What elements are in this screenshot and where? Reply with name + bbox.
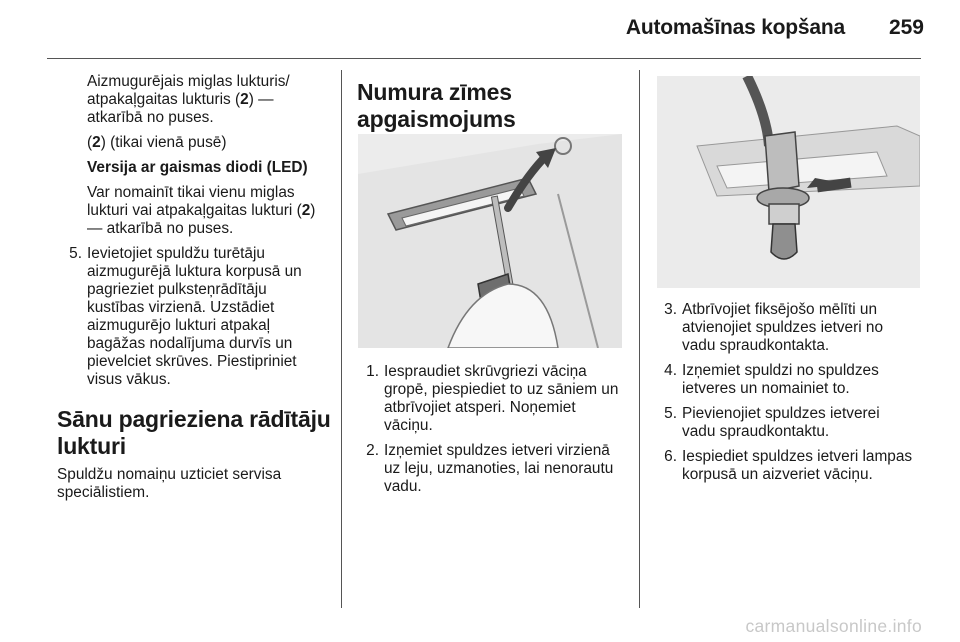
list-number: 6.: [664, 448, 677, 465]
paragraph-fog-light: Aizmugurējais miglas lukturis/ atpakaļgaitas lukturis (2) — atkarībā no puses.: [87, 73, 290, 126]
list-number: 5.: [664, 405, 677, 422]
paragraph-service: Spuldžu nomaiņu uzticiet servisa speciālistiem.: [57, 466, 282, 501]
list-number: 2.: [366, 442, 379, 459]
column-divider-2: [639, 70, 640, 608]
section-heading-plate-light: Numura zīmes apgaismojums: [357, 79, 516, 132]
list-number: 5.: [69, 245, 82, 262]
column-middle: [357, 79, 627, 139]
list-item-1: 1. Iespraudiet skrūvgriezi vāciņa gropē, piespiediet to uz sāniem un atbrīvojiet atsperi. Noņemiet vāciņu.: [357, 363, 627, 435]
screwdriver-illustration: [358, 134, 622, 348]
list-number: 4.: [664, 362, 677, 379]
section-heading-side-indicators: Sānu pagrieziena rādītāju lukturi: [57, 406, 331, 459]
illustration-screwdriver: [358, 134, 622, 348]
column-right-list: [655, 301, 927, 491]
list-item-6: 6. Iespiediet spuldzes ietveri lampas korpusā un aizveriet vāciņu.: [655, 448, 927, 484]
list-item-4: 4. Izņemiet spuldzi no spuldzes ietveres un nomainiet to.: [655, 362, 927, 398]
column-middle-list: [357, 363, 627, 503]
column-left: [57, 73, 332, 509]
page-header: [0, 0, 960, 58]
list-item-2: 2. Izņemiet spuldzes ietveri virzienā uz leju, uzmanoties, lai nenorautu vadu.: [357, 442, 627, 496]
led-version-heading: Versija ar gaismas diodi (LED): [87, 159, 308, 176]
paragraph-led-note: Var nomainīt tikai vienu miglas lukturi vai atpakaļgaitas lukturi (2) — atkarībā no puses.: [87, 184, 316, 237]
list-number: 1.: [366, 363, 379, 380]
list-item-3: 3. Atbrīvojiet fiksējošo mēlīti un atvienojiet spuldzes ietveri no vadu spraudkontakta.: [655, 301, 927, 355]
column-divider-1: [341, 70, 342, 608]
illustration-bulb-socket: [657, 76, 920, 288]
header-divider: [47, 58, 921, 59]
list-number: 3.: [664, 301, 677, 318]
bulb-socket-illustration: [657, 76, 920, 288]
list-item-5: 5. Ievietojiet spuldžu turētāju aizmugurējā luktura korpusā un pagrieziet pulksteņrādītāju kustības virzienā. Uzstādiet aizmugurējo lukturi atpakaļ bagāžas nodalījuma durvīs un pievelciet skrūves. Piestipriniet visus vākus.: [60, 245, 332, 389]
chapter-title: Automašīnas kopšana: [625, 16, 845, 39]
list-item-5-right: 5. Pievienojiet spuldzes ietverei vadu spraudkontaktu.: [655, 405, 927, 441]
paragraph-one-side: (2) (tikai vienā pusē): [87, 134, 227, 151]
page-number: 259: [888, 16, 924, 39]
watermark: carmanualsonline.info: [745, 616, 922, 636]
